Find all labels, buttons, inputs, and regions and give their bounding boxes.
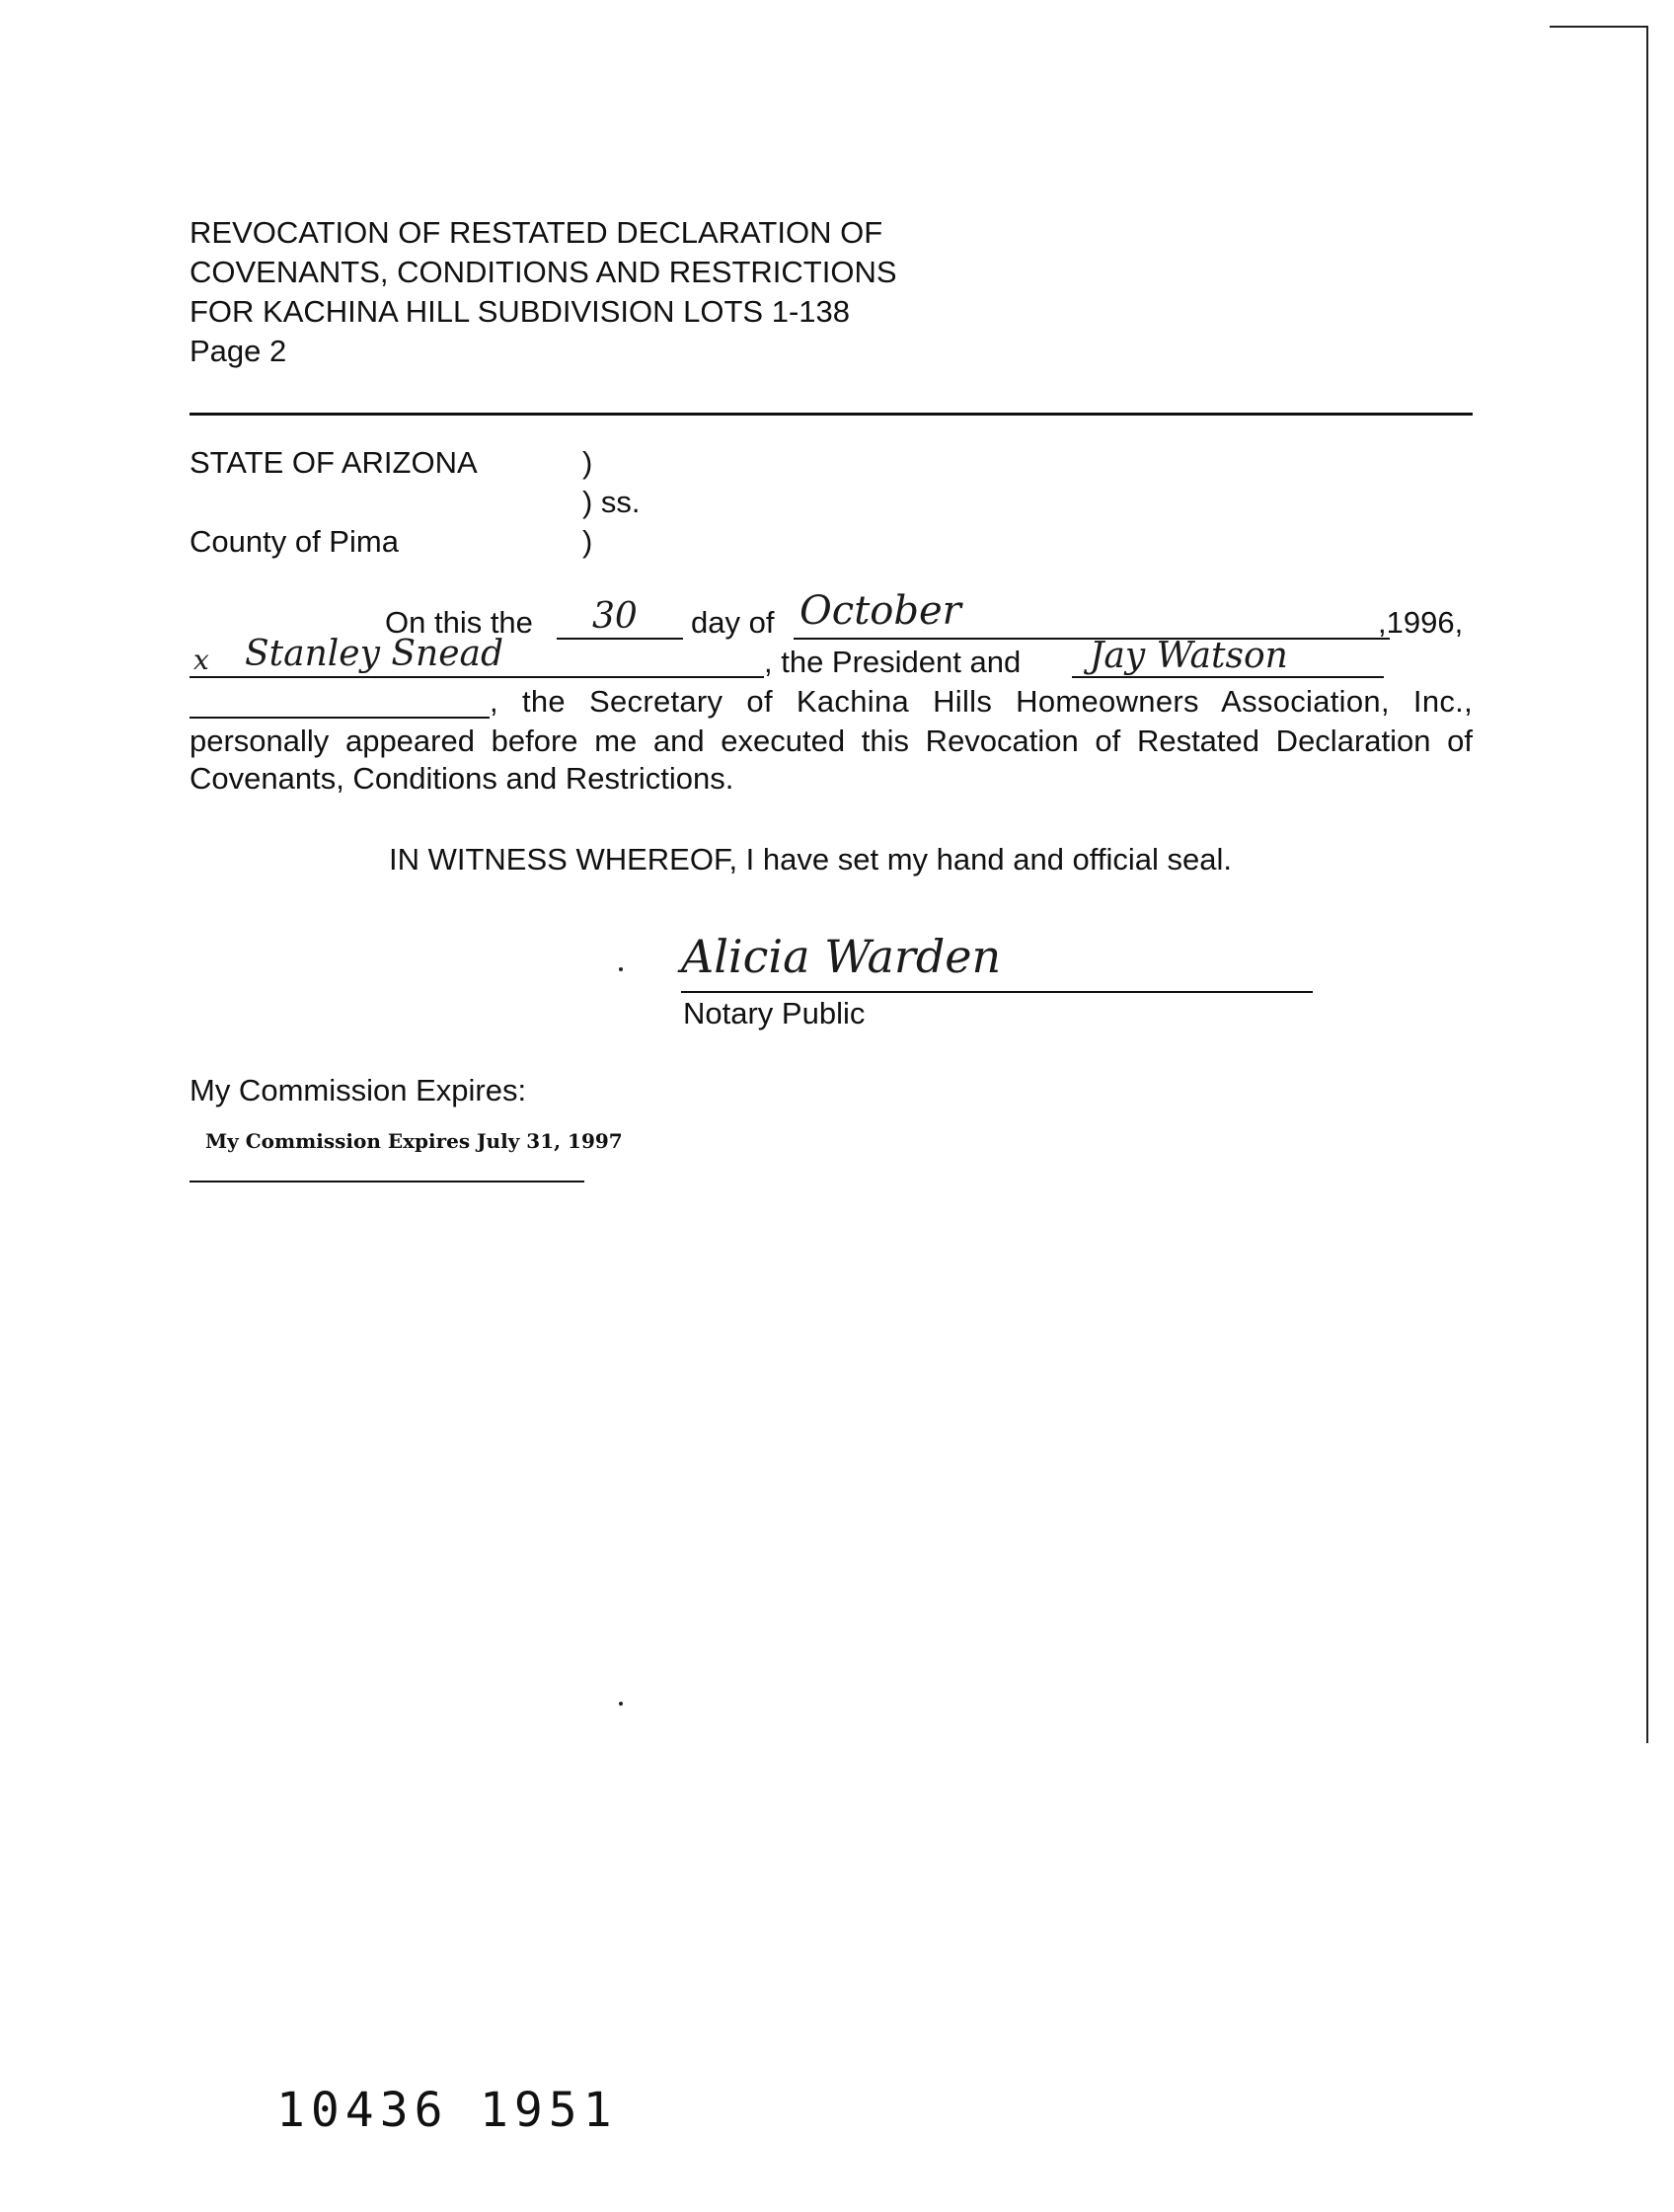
- commission-stamp: My Commission Expires July 31, 1997: [205, 1129, 623, 1153]
- president-mark: x: [193, 644, 209, 676]
- notary-signature: Alicia Warden: [681, 930, 1002, 983]
- year-suffix: ,1996,: [1378, 605, 1464, 640]
- title-line-3: FOR KACHINA HILL SUBDIVISION LOTS 1-138: [190, 294, 850, 329]
- state-label: STATE OF ARIZONA: [190, 445, 478, 480]
- county-label: County of Pima: [190, 524, 399, 559]
- title-line-2: COVENANTS, CONDITIONS AND RESTRICTIONS: [190, 255, 897, 289]
- page-number: 1951: [480, 2083, 618, 2138]
- on-this-the-text: On this the: [385, 605, 533, 640]
- witness-statement: IN WITNESS WHEREOF, I have set my hand and official seal.: [389, 842, 1232, 877]
- venue-paren-top: ): [582, 445, 593, 480]
- title-line-1: REVOCATION OF RESTATED DECLARATION OF: [190, 215, 883, 250]
- scan-border-right: [1646, 26, 1648, 1743]
- president-text: , the President and: [764, 645, 1022, 679]
- page-label: Page 2: [190, 334, 287, 368]
- stray-dot-2: [619, 1702, 623, 1706]
- docket-number: 10436: [276, 2083, 449, 2138]
- month-handwritten: October: [799, 588, 961, 634]
- commission-label: My Commission Expires:: [190, 1073, 527, 1107]
- day-of-text: day of: [691, 605, 775, 640]
- commission-line: [190, 1181, 584, 1182]
- notary-public-label: Notary Public: [683, 996, 866, 1030]
- stray-dot: [619, 967, 623, 971]
- day-handwritten: 30: [592, 596, 638, 637]
- header-divider: [190, 413, 1473, 416]
- secretary-name-handwritten: Jay Watson: [1090, 636, 1288, 676]
- secretary-blank-line: [1072, 676, 1384, 678]
- day-blank-line: [557, 638, 683, 640]
- venue-paren-bottom: ): [582, 524, 593, 559]
- president-blank-line: [190, 676, 764, 678]
- president-name-handwritten: Stanley Snead: [245, 634, 504, 674]
- notary-signature-line: [681, 991, 1313, 993]
- venue-ss: ) ss.: [582, 485, 641, 519]
- scan-border-top: [1550, 26, 1648, 28]
- secretary-text: , the Secretary of Kachina Hills Homeowners Association, Inc.,: [490, 684, 1473, 719]
- secretary-blank-line-2: [190, 717, 490, 719]
- acknowledgment-body: personally appeared before me and executed this Revocation of Restated Declaration of Covenants, Conditions and Restrictions.: [190, 724, 1473, 796]
